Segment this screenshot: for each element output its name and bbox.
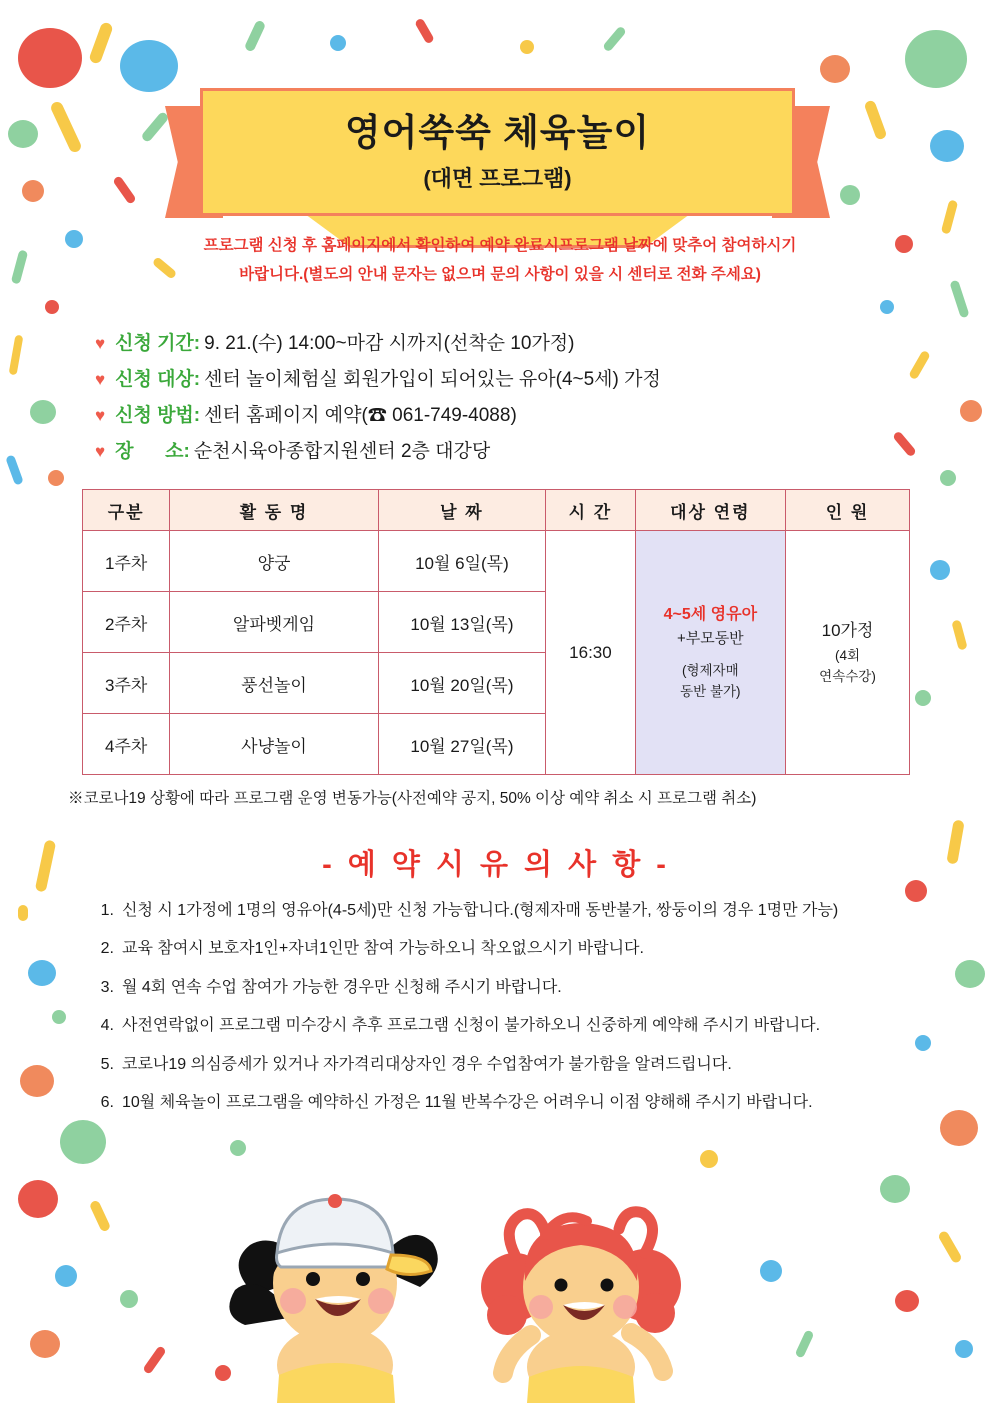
info-row-place — [95, 436, 915, 463]
cell-gubun: 4주차 — [83, 714, 170, 775]
confetti-dot — [930, 130, 964, 162]
confetti-bar — [142, 1345, 167, 1375]
confetti-dot — [960, 400, 982, 422]
confetti-dot — [905, 880, 927, 902]
caution-number: 4. — [100, 1017, 114, 1035]
boy-character — [229, 1194, 437, 1403]
girl-character — [481, 1212, 681, 1403]
age-note-2: 동반 불가) — [680, 683, 741, 699]
caution-section-title: - 예 약 시 유 의 사 항 - — [322, 849, 670, 881]
confetti-bar — [11, 249, 28, 284]
banner-box — [200, 88, 795, 216]
caution-text: 코로나19 의심증세가 있거나 자가격리대상자인 경우 수업참여가 불가함을 알려드립니다. — [122, 1055, 732, 1073]
confetti-dot — [760, 1260, 782, 1282]
schedule-table — [82, 489, 910, 775]
list-item — [88, 938, 948, 960]
heart-icon: ♥ — [95, 406, 106, 425]
confetti-bar — [602, 25, 627, 52]
cell-gubun: 1주차 — [83, 531, 170, 592]
confetti-dot — [45, 300, 59, 314]
confetti-dot — [895, 1290, 919, 1312]
age-spacer — [638, 651, 783, 661]
caution-number: 2. — [100, 940, 114, 958]
confetti-dot — [955, 1340, 973, 1358]
cell-gubun: 3주차 — [83, 653, 170, 714]
header-activity: 활 동 명 — [170, 490, 378, 531]
title-banner — [165, 88, 830, 238]
confetti-dot — [520, 40, 534, 54]
confetti-bar — [88, 21, 114, 65]
caution-text: 교육 참여시 보호자1인+자녀1인만 참여 가능하오니 착오없으시기 바랍니다. — [122, 940, 644, 958]
cell-activity: 사냥놀이 — [170, 714, 378, 775]
cell-date: 10월 20일(목) — [378, 653, 546, 714]
page-subtitle: (대면 프로그램) — [423, 165, 572, 191]
cell-count — [786, 531, 910, 775]
info-list — [95, 328, 915, 472]
heart-icon: ♥ — [95, 334, 106, 353]
confetti-bar — [112, 175, 137, 205]
cell-activity: 알파벳게임 — [170, 592, 378, 653]
confetti-dot — [700, 1150, 718, 1168]
confetti-dot — [30, 400, 56, 424]
children-characters-illustration — [215, 1175, 735, 1403]
info-row-method — [95, 400, 915, 427]
info-row-target — [95, 364, 915, 391]
cell-date: 10월 13일(목) — [378, 592, 546, 653]
cell-gubun: 2주차 — [83, 592, 170, 653]
header-gubun: 구분 — [83, 490, 170, 531]
confetti-bar — [5, 454, 24, 485]
cell-time: 16:30 — [546, 531, 635, 775]
confetti-bar — [863, 99, 887, 140]
heart-icon: ♥ — [95, 370, 106, 389]
confetti-bar — [9, 335, 24, 376]
page-title: 영어쑥쑥 체육놀이 — [344, 112, 651, 154]
confetti-dot — [940, 470, 956, 486]
list-item — [88, 900, 948, 922]
info-value: 순천시육아종합지원센터 2층 대강당 — [193, 441, 491, 462]
cell-date: 10월 6일(목) — [378, 531, 546, 592]
info-label: 신청 방법: — [115, 405, 201, 426]
info-value: 센터 놀이체험실 회원가입이 되어있는 유아(4~5세) 가정 — [204, 369, 661, 390]
confetti-bar — [244, 19, 267, 52]
confetti-bar — [941, 199, 958, 234]
info-label: 신청 기간: — [115, 333, 201, 354]
cell-date: 10월 27일(목) — [378, 714, 546, 775]
count-main: 10가정 — [821, 621, 874, 641]
table-header-row — [83, 490, 910, 531]
list-item — [88, 1054, 948, 1076]
header-date: 날 짜 — [378, 490, 546, 531]
header-age: 대상 연령 — [635, 490, 785, 531]
confetti-dot — [880, 300, 894, 314]
confetti-dot — [55, 1265, 77, 1287]
confetti-dot — [48, 470, 64, 486]
caution-text: 신청 시 1가정에 1명의 영유아(4-5세)만 신청 가능합니다.(형제자매 동반불가, 쌍둥이의 경우 1명만 가능) — [122, 902, 839, 919]
caution-number: 3. — [100, 978, 114, 996]
caution-text: 월 4회 연속 수업 참여가 가능한 경우만 신청해 주시기 바랍니다. — [122, 978, 562, 996]
age-main: 4~5세 영유아 — [663, 605, 758, 623]
confetti-dot — [120, 40, 178, 92]
confetti-dot — [22, 180, 44, 202]
info-value: 9. 21.(수) 14:00~마감 시까지(선착순 10가정) — [204, 333, 575, 354]
info-label: 신청 대상: — [115, 369, 201, 390]
confetti-bar — [949, 280, 969, 319]
caution-number: 5. — [100, 1055, 114, 1073]
confetti-dot — [840, 185, 860, 205]
notice-line-1: 프로그램 신청 후 홈페이지에서 확인하여 예약 완료시프로그램 날짜에 맞추어 참여하시기 — [203, 237, 797, 254]
table-row — [83, 531, 910, 592]
caution-number: 6. — [100, 1093, 114, 1111]
confetti-dot — [915, 690, 931, 706]
confetti-dot — [28, 960, 56, 986]
heart-icon: ♥ — [95, 442, 106, 461]
confetti-dot — [895, 235, 913, 253]
confetti-dot — [52, 1010, 66, 1024]
confetti-dot — [120, 1290, 138, 1308]
confetti-bar — [18, 905, 28, 921]
confetti-bar — [951, 619, 967, 650]
confetti-dot — [20, 1065, 54, 1097]
confetti-dot — [8, 120, 38, 148]
confetti-dot — [820, 55, 850, 83]
caution-text: 사전연락없이 프로그램 미수강시 추후 프로그램 신청이 불가하오니 신중하게 예약해 주시기 바랍니다. — [122, 1017, 821, 1035]
confetti-dot — [65, 230, 83, 248]
confetti-dot — [30, 1330, 60, 1358]
cell-activity: 양궁 — [170, 531, 378, 592]
caution-list — [88, 900, 948, 1130]
age-note-1: (형제자매 — [681, 662, 739, 678]
notice-line-2: 바랍니다.(별도의 안내 문자는 없으며 문의 사항이 있을 시 센터로 전화 주세요) — [239, 265, 761, 283]
confetti-dot — [230, 1140, 246, 1156]
confetti-dot — [330, 35, 346, 51]
confetti-bar — [937, 1230, 963, 1264]
cell-age — [635, 531, 785, 775]
confetti-bar — [49, 100, 83, 154]
info-row-period — [95, 328, 915, 355]
confetti-dot — [880, 1175, 910, 1203]
list-item — [88, 1092, 948, 1114]
table-footnote: ※코로나19 상황에 따라 프로그램 운영 변동가능(사전예약 공지, 50% 이상 예약 취소 시 프로그램 취소) — [68, 790, 757, 807]
notice-text — [120, 232, 880, 289]
confetti-dot — [930, 560, 950, 580]
caution-number: 1. — [100, 902, 114, 919]
age-sub: +부모동반 — [676, 630, 744, 648]
confetti-dot — [18, 1180, 58, 1218]
header-count: 인 원 — [786, 490, 910, 531]
count-sub-2: 연속수강) — [819, 669, 876, 685]
confetti-dot — [905, 30, 967, 88]
confetti-dot — [18, 28, 82, 88]
list-item — [88, 977, 948, 999]
header-time: 시 간 — [546, 490, 635, 531]
list-item — [88, 1015, 948, 1037]
confetti-bar — [795, 1329, 815, 1358]
confetti-dot — [955, 960, 985, 988]
confetti-bar — [89, 1199, 112, 1232]
info-label: 장 소: — [115, 441, 190, 462]
info-value: 센터 홈페이지 예약(☎ 061-749-4088) — [204, 405, 517, 426]
cell-activity: 풍선놀이 — [170, 653, 378, 714]
count-sub-1: (4회 — [834, 647, 861, 663]
confetti-bar — [414, 17, 435, 44]
caution-text: 10월 체육놀이 프로그램을 예약하신 가정은 11월 반복수강은 어려우니 이점 양해해 주시기 바랍니다. — [122, 1093, 813, 1111]
characters-svg — [215, 1175, 735, 1403]
schedule-table-wrapper — [82, 489, 910, 775]
